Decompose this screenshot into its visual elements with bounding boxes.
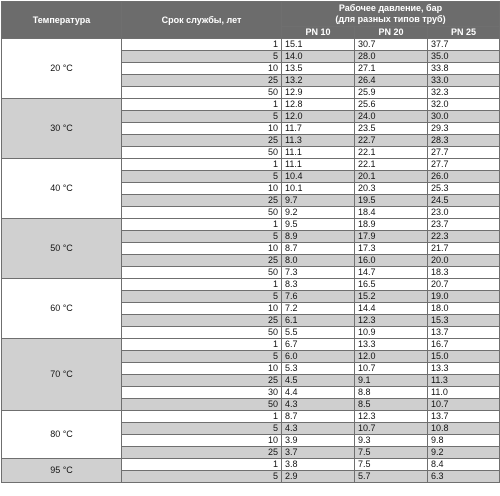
- pn25-cell: 33.8: [428, 63, 500, 75]
- pn25-cell: 13.3: [428, 363, 500, 375]
- pn10-cell: 4.4: [282, 387, 355, 399]
- pn10-cell: 11.1: [282, 147, 355, 159]
- pn10-cell: 3.9: [282, 435, 355, 447]
- pn10-cell: 2.9: [282, 471, 355, 483]
- pn25-cell: 37.7: [428, 39, 500, 51]
- pn10-cell: 12.0: [282, 111, 355, 123]
- pn20-cell: 22.1: [355, 147, 428, 159]
- pn25-cell: 11.3: [428, 375, 500, 387]
- pn10-cell: 13.2: [282, 75, 355, 87]
- temperature-cell: 95 °C: [2, 459, 122, 483]
- pn10-cell: 10.1: [282, 183, 355, 195]
- pn25-cell: 9.2: [428, 447, 500, 459]
- pn25-cell: 10.7: [428, 399, 500, 411]
- service-life-cell: 1: [122, 99, 282, 111]
- pn20-cell: 12.0: [355, 351, 428, 363]
- service-life-cell: 5: [122, 471, 282, 483]
- pn20-cell: 20.1: [355, 171, 428, 183]
- pn10-cell: 7.3: [282, 267, 355, 279]
- pn10-cell: 9.5: [282, 219, 355, 231]
- header-working-pressure: [282, 2, 500, 27]
- pn25-cell: 19.0: [428, 291, 500, 303]
- pn20-cell: 27.1: [355, 63, 428, 75]
- pn20-cell: 16.5: [355, 279, 428, 291]
- pn10-cell: 11.7: [282, 123, 355, 135]
- service-life-cell: 1: [122, 339, 282, 351]
- service-life-cell: 1: [122, 459, 282, 471]
- service-life-cell: 50: [122, 87, 282, 99]
- table-row: [2, 339, 500, 351]
- pn10-cell: 14.0: [282, 51, 355, 63]
- pn10-cell: 12.8: [282, 99, 355, 111]
- pn20-cell: 7.5: [355, 447, 428, 459]
- pn25-cell: 22.3: [428, 231, 500, 243]
- service-life-cell: 10: [122, 63, 282, 75]
- table-row: [2, 459, 500, 471]
- pn25-cell: 24.5: [428, 195, 500, 207]
- service-life-cell: 25: [122, 255, 282, 267]
- pn20-cell: 19.5: [355, 195, 428, 207]
- temperature-cell: 50 °C: [2, 219, 122, 279]
- pn20-cell: 9.3: [355, 435, 428, 447]
- pn20-cell: 17.3: [355, 243, 428, 255]
- pn25-cell: 20.7: [428, 279, 500, 291]
- pn20-cell: 15.2: [355, 291, 428, 303]
- pn10-cell: 9.7: [282, 195, 355, 207]
- pn25-cell: 6.3: [428, 471, 500, 483]
- pn20-cell: 24.0: [355, 111, 428, 123]
- pn10-cell: 7.2: [282, 303, 355, 315]
- pressure-table: [1, 1, 500, 483]
- pn20-cell: 10.7: [355, 363, 428, 375]
- pn25-cell: 11.0: [428, 387, 500, 399]
- pn25-cell: 20.0: [428, 255, 500, 267]
- service-life-cell: 25: [122, 75, 282, 87]
- pn20-cell: 14.7: [355, 267, 428, 279]
- pn20-cell: 10.9: [355, 327, 428, 339]
- service-life-cell: 5: [122, 291, 282, 303]
- pn10-cell: 11.3: [282, 135, 355, 147]
- service-life-cell: 1: [122, 411, 282, 423]
- pn10-cell: 6.1: [282, 315, 355, 327]
- pn20-cell: 10.7: [355, 423, 428, 435]
- pn25-cell: 15.0: [428, 351, 500, 363]
- pn20-cell: 8.8: [355, 387, 428, 399]
- header-pn20: PN 20: [355, 27, 428, 39]
- pn20-cell: 30.7: [355, 39, 428, 51]
- pn20-cell: 22.1: [355, 159, 428, 171]
- service-life-cell: 30: [122, 387, 282, 399]
- temperature-cell: 80 °C: [2, 411, 122, 459]
- service-life-cell: 25: [122, 315, 282, 327]
- pn25-cell: 28.3: [428, 135, 500, 147]
- service-life-cell: 10: [122, 303, 282, 315]
- temperature-cell: 70 °C: [2, 339, 122, 411]
- pn10-cell: 6.0: [282, 351, 355, 363]
- pn10-cell: 8.3: [282, 279, 355, 291]
- header-pn10: PN 10: [282, 27, 355, 39]
- pn25-cell: 25.3: [428, 183, 500, 195]
- service-life-cell: 25: [122, 135, 282, 147]
- pn25-cell: 23.0: [428, 207, 500, 219]
- service-life-cell: 25: [122, 447, 282, 459]
- pn20-cell: 18.9: [355, 219, 428, 231]
- temperature-cell: 30 °C: [2, 99, 122, 159]
- table-row: [2, 159, 500, 171]
- pn25-cell: 13.7: [428, 411, 500, 423]
- pn10-cell: 6.7: [282, 339, 355, 351]
- pn25-cell: 35.0: [428, 51, 500, 63]
- service-life-cell: 10: [122, 243, 282, 255]
- pn25-cell: 32.3: [428, 87, 500, 99]
- pn20-cell: 28.0: [355, 51, 428, 63]
- service-life-cell: 50: [122, 147, 282, 159]
- temperature-cell: 20 °C: [2, 39, 122, 99]
- pn25-cell: 32.0: [428, 99, 500, 111]
- pn25-cell: 33.0: [428, 75, 500, 87]
- header-pn25: PN 25: [428, 27, 500, 39]
- service-life-cell: 5: [122, 171, 282, 183]
- pn25-cell: 10.8: [428, 423, 500, 435]
- pn20-cell: 17.9: [355, 231, 428, 243]
- pn25-cell: 18.0: [428, 303, 500, 315]
- pn25-cell: 8.4: [428, 459, 500, 471]
- service-life-cell: 10: [122, 363, 282, 375]
- pn10-cell: 3.8: [282, 459, 355, 471]
- service-life-cell: 5: [122, 231, 282, 243]
- pn25-cell: 29.3: [428, 123, 500, 135]
- service-life-cell: 1: [122, 219, 282, 231]
- pn25-cell: 15.3: [428, 315, 500, 327]
- service-life-cell: 10: [122, 435, 282, 447]
- pn25-cell: 23.7: [428, 219, 500, 231]
- service-life-cell: 5: [122, 111, 282, 123]
- pn20-cell: 8.5: [355, 399, 428, 411]
- pn25-cell: 18.3: [428, 267, 500, 279]
- pn25-cell: 27.7: [428, 159, 500, 171]
- pn20-cell: 14.4: [355, 303, 428, 315]
- service-life-cell: 1: [122, 39, 282, 51]
- pn10-cell: 8.0: [282, 255, 355, 267]
- pn20-cell: 16.0: [355, 255, 428, 267]
- pn10-cell: 13.5: [282, 63, 355, 75]
- pn25-cell: 30.0: [428, 111, 500, 123]
- pn20-cell: 26.4: [355, 75, 428, 87]
- pn20-cell: 9.1: [355, 375, 428, 387]
- pn10-cell: 4.3: [282, 423, 355, 435]
- table-body: [2, 39, 500, 483]
- pn20-cell: 13.3: [355, 339, 428, 351]
- header-pressure-title: Рабочее давление, бар: [338, 3, 443, 13]
- service-life-cell: 5: [122, 423, 282, 435]
- service-life-cell: 5: [122, 351, 282, 363]
- pn10-cell: 8.7: [282, 411, 355, 423]
- pn25-cell: 21.7: [428, 243, 500, 255]
- pn20-cell: 5.7: [355, 471, 428, 483]
- pn10-cell: 9.2: [282, 207, 355, 219]
- pn25-cell: 27.7: [428, 147, 500, 159]
- pn10-cell: 4.5: [282, 375, 355, 387]
- table-row: [2, 219, 500, 231]
- pn25-cell: 9.8: [428, 435, 500, 447]
- service-life-cell: 50: [122, 327, 282, 339]
- header-pressure-subtitle: (для разных типов труб): [335, 14, 446, 24]
- service-life-cell: 1: [122, 279, 282, 291]
- pn10-cell: 4.3: [282, 399, 355, 411]
- table-row: [2, 279, 500, 291]
- pn20-cell: 20.3: [355, 183, 428, 195]
- pn20-cell: 25.6: [355, 99, 428, 111]
- temperature-cell: 60 °C: [2, 279, 122, 339]
- pn10-cell: 5.3: [282, 363, 355, 375]
- service-life-cell: 25: [122, 375, 282, 387]
- service-life-cell: 25: [122, 195, 282, 207]
- pn10-cell: 8.7: [282, 243, 355, 255]
- pn10-cell: 11.1: [282, 159, 355, 171]
- pn10-cell: 3.7: [282, 447, 355, 459]
- pn20-cell: 18.4: [355, 207, 428, 219]
- pn10-cell: 15.1: [282, 39, 355, 51]
- pn10-cell: 5.5: [282, 327, 355, 339]
- pn10-cell: 10.4: [282, 171, 355, 183]
- pn20-cell: 22.7: [355, 135, 428, 147]
- pn25-cell: 13.7: [428, 327, 500, 339]
- pn25-cell: 16.7: [428, 339, 500, 351]
- temperature-cell: 40 °C: [2, 159, 122, 219]
- service-life-cell: 50: [122, 207, 282, 219]
- pn20-cell: 12.3: [355, 315, 428, 327]
- pn25-cell: 26.0: [428, 171, 500, 183]
- service-life-cell: 50: [122, 267, 282, 279]
- pn20-cell: 12.3: [355, 411, 428, 423]
- header-temperature: Температура: [2, 2, 122, 39]
- service-life-cell: 1: [122, 159, 282, 171]
- pn20-cell: 25.9: [355, 87, 428, 99]
- pn10-cell: 8.9: [282, 231, 355, 243]
- service-life-cell: 10: [122, 183, 282, 195]
- service-life-cell: 50: [122, 399, 282, 411]
- pn10-cell: 7.6: [282, 291, 355, 303]
- table-row: [2, 411, 500, 423]
- pn20-cell: 7.5: [355, 459, 428, 471]
- pn20-cell: 23.5: [355, 123, 428, 135]
- header-service-life: Срок службы, лет: [122, 2, 282, 39]
- pn10-cell: 12.9: [282, 87, 355, 99]
- service-life-cell: 5: [122, 51, 282, 63]
- table-row: [2, 99, 500, 111]
- table-row: [2, 39, 500, 51]
- service-life-cell: 10: [122, 123, 282, 135]
